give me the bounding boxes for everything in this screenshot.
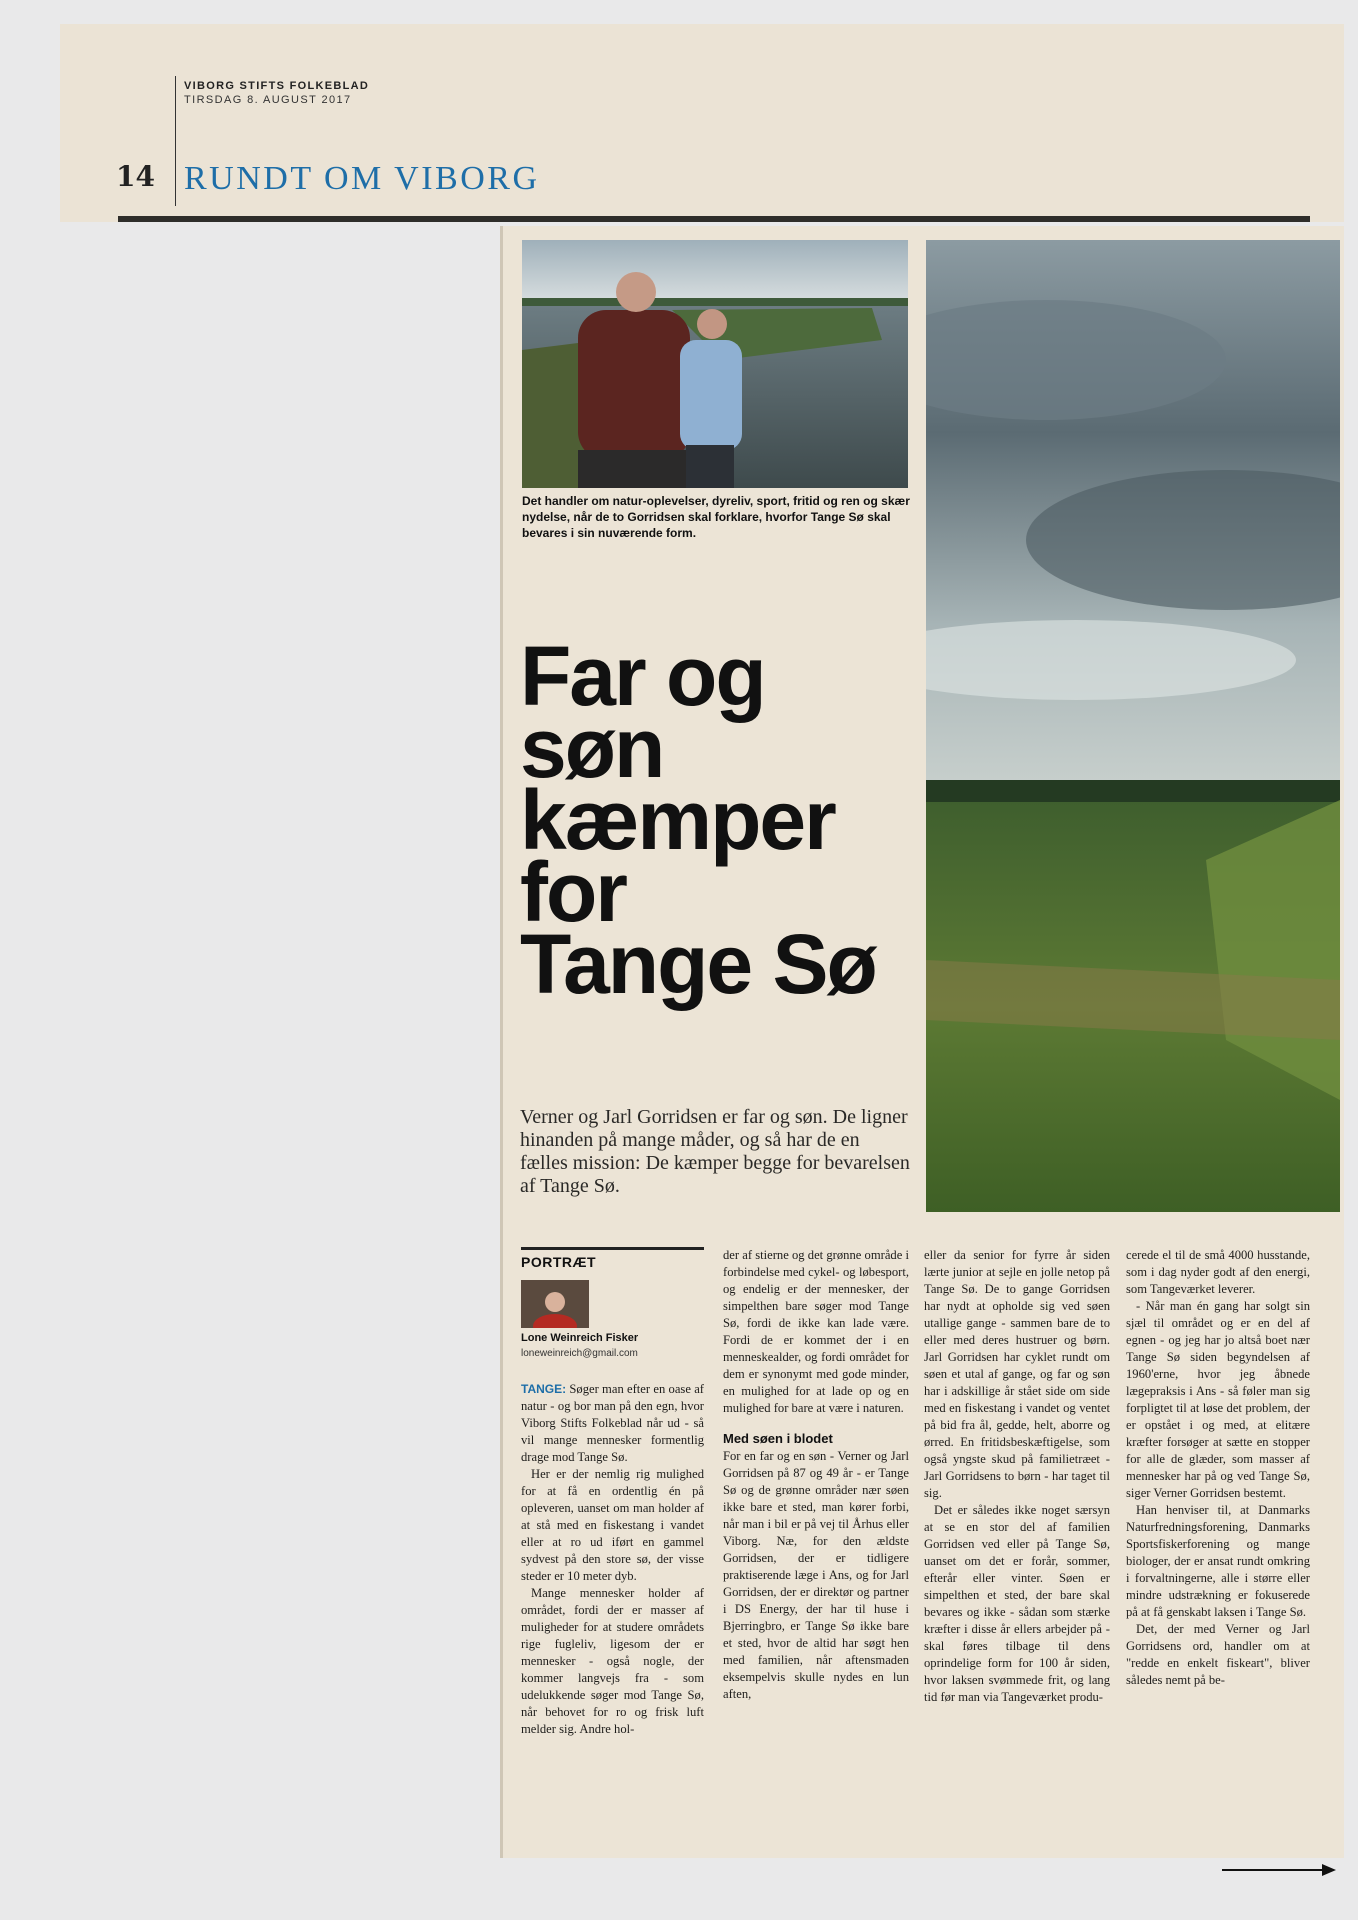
- newspaper-date: TIRSDAG 8. AUGUST 2017: [184, 94, 352, 106]
- headline-line: kæmper: [520, 773, 835, 867]
- paragraph: Det er således ikke noget særsyn at se en stor del af familien Gorridsen ved eller på Tange Sø, uanset om det er forår, sommer, efterår eller vinter. Søen er simpelthen et sted, der bare skal bevares og ikke - sådan som stærke kræfter i disse år ellers arbejder på - skal føres tilbage til dens oprindelige form for 100 år siden, hvor laksen svømmede frit, og lang tid før man via Tangeværket produ-: [924, 1503, 1110, 1704]
- headline: [520, 629, 920, 1011]
- headline-line: Far og: [520, 629, 765, 723]
- headline-line: søn: [520, 701, 664, 795]
- text-column-4: [1126, 1247, 1310, 1689]
- author-email: loneweinreich@gmail.com: [521, 1348, 638, 1359]
- text-column-2: [723, 1247, 909, 1703]
- page-number: 14: [116, 160, 155, 193]
- photo-father-and-son: [522, 240, 908, 488]
- paragraph: Mange mennesker holder af området, fordi der er masser af muligheder for at studere områdets rige fugleliv, ligesom der er mennesker - også nogle, der kommer langvejs fra - som udelukkende søger mod Tange Sø, når behovet for ro og frisk luft melder sig. Andre hol-: [521, 1586, 704, 1736]
- paragraph: - Når man én gang har solgt sin sjæl til området og er en del af egnen - og jeg har jo altså boet nær Tange Sø siden begyndelsen af 1960'erne, hvor jeg åbnede lægepraksis i Ans - så føler man sig forpligtet til at løse det problem, der er opstået i og med, at elitære kræfter forsøger at sætte en stopper for alle de glæder, som masser af mennesker har på og ved Tange Sø, siger Verner Gorridsen bestemt.: [1126, 1299, 1310, 1500]
- kicker: TANGE:: [521, 1382, 567, 1396]
- section-title: RUNDT OM VIBORG: [184, 160, 540, 197]
- headline-line: Tange Sø: [520, 917, 876, 1011]
- header-divider: [175, 76, 176, 206]
- subheading: Med søen i blodet: [723, 1431, 833, 1446]
- paragraph: cerede el til de små 4000 husstande, som i dag nyder godt af den energi, som Tangeværket leverer.: [1126, 1248, 1310, 1296]
- paragraph: Her er der nemlig rig mulighed for at få en ordentlig én på opleveren, uanset om man holder af at stå med en fiskestang i vandet eller at ro ud iført en gammel sydvest på den store sø, der visse steder er 10 meter dyb.: [521, 1467, 704, 1583]
- paragraph: der af stierne og det grønne område i forbindelse med cykel- og løbesport, og endelig er der mennesker, der simpelthen bare søger mod Tange Sø, fordi de ikke kan lade være. Fordi de er kommet der i en menneskealder, og fordi området for dem er synonymt med gode minder, en mulighed for at lade op og en mulighed for bare at være i naturen.: [723, 1248, 909, 1415]
- clipping-edge: [500, 226, 503, 1858]
- photo-caption: Det handler om natur-oplevelser, dyreliv, sport, fritid og ren og skær nydelse, når de to Gorridsen skal forklare, hvorfor Tange Sø skal bevares i sin nuværende form.: [522, 494, 910, 540]
- header-rule: [118, 216, 1310, 222]
- newspaper-name: VIBORG STIFTS FOLKEBLAD: [184, 80, 370, 92]
- author-name: Lone Weinreich Fisker: [521, 1332, 639, 1344]
- text-column-3: [924, 1247, 1110, 1706]
- portrait-label: PORTRÆT: [521, 1247, 704, 1270]
- byline: [521, 1280, 704, 1359]
- paragraph-text: Søger man efter en oase af natur - og bor man på den egn, hvor Viborg Stifts Folkeblad når ud - så vil mange mennesker formentlig drage mod Tange Sø.: [521, 1382, 704, 1464]
- text-column-1: [521, 1247, 704, 1738]
- continue-arrow-icon: [1222, 1860, 1338, 1880]
- paragraph: Det, der med Verner og Jarl Gorridsens ord, handler om at "redde en enkelt fiskeart", bliver således nemt på be-: [1126, 1622, 1310, 1687]
- photo-tange-lake-landscape: [926, 240, 1340, 1212]
- author-photo: [521, 1280, 589, 1328]
- headline-line: for: [520, 845, 626, 939]
- paragraph: eller da senior for fyrre år siden lærte junior at sejle en jolle netop på Tange Sø. De to gange Gorridsen har nydt at opholde sig ved søen utallige gange - sammen bare de to eller med deres hustruer og børn. Jarl Gorridsen har cyklet rundt om søen et utal af gange, og far og søn har i adskillige år stået side om side med en fiskestang i vandet og ventet på bid fra ål, gedde, helt, aborre og ørred. En fritidsbeskæftigelse, som også yngste skud på familietræet - Jarl Gorridsens to børn - har taget til sig.: [924, 1248, 1110, 1500]
- paragraph: [521, 1381, 704, 1466]
- article-intro: Verner og Jarl Gorridsen er far og søn. De ligner hinanden på mange måder, og så har de en fælles mission: De kæmper begge for bevarelsen af Tange Sø.: [520, 1106, 910, 1197]
- paragraph: Han henviser til, at Danmarks Naturfredningsforening, Danmarks Sportsfiskerforening og mange biologer, der er ansat rundt omkring i forvaltningerne, alle i større eller mindre udstrækning er fokuserede på at få genskabt laksen i Tange Sø.: [1126, 1503, 1310, 1619]
- paragraph: For en far og en søn - Verner og Jarl Gorridsen på 87 og 49 år - er Tange Sø og de grønne områder nær søen ikke bare et sted, man kører forbi, når man i bil er på vej til Århus eller Viborg. Næ, for den ældste Gorridsen, der er tidligere praktiserende læge i Ans, og for Jarl Gorridsen, der er direktør og partner i DS Energy, der har til huse i Bjerringbro, er Tange Sø ikke bare et sted, hvor de altid har søgt hen med familien, når aftensmaden eksempelvis skulle nydes en lun aften,: [723, 1449, 909, 1701]
